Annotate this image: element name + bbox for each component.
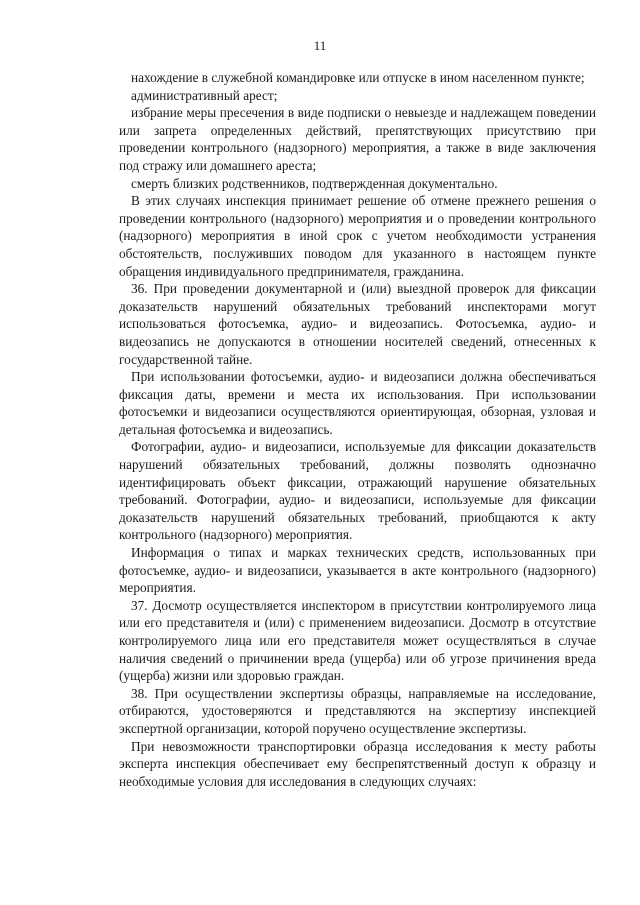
paragraph-clause-37: 37. Досмотр осуществляется инспектором в присутствии контролируемого лица или его представителя и (или) с применением видеозаписи. Досмотр в отсутствие контролируемого лица или его представителя может осуществляться в случае наличия сведений о причинении вреда (ущерба) или об угрозе причинения вреда (ущерба) жизни или здоровью граждан. bbox=[119, 597, 596, 684]
paragraph-clause-38: 38. При осуществлении экспертизы образцы, направляемые на исследование, отбираются, удостоверяются и представляются на экспертизу инспекцией экспертной организации, которой поручено осуществление экспертизы. bbox=[119, 685, 596, 736]
paragraph-preventive-measure: избрание меры пресечения в виде подписки о невыезде и надлежащем поведении или запрета определенных действий, препятствующих присутствию при проведении контрольного (надзорного) мероприятия, а также в виде заключения под стражу или домашнего ареста; bbox=[119, 105, 596, 173]
paragraph-death-of-relatives: смерть близких родственников, подтвержденная документально. bbox=[131, 175, 498, 191]
document-body bbox=[119, 69, 596, 790]
paragraph-photographs: Фотографии, аудио- и видеозаписи, используемые для фиксации доказательств нарушений обязательных требований, должны позволять однозначно идентифицировать объект фиксации, отражающий нарушение обязательных требований. Фотографии, аудио- и видеозаписи, используемые для фиксации доказательств нарушений обязательных требований, приобщаются к акту контрольного (надзорного) мероприятия. bbox=[119, 439, 596, 543]
paragraph-business-trip: нахождение в служебной командировке или отпуске в ином населенном пункте; bbox=[131, 70, 585, 85]
paragraph-clause-36: 36. При проведении документарной и (или) выездной проверок для фиксации доказательств нарушений обязательных требований инспекторами могут использоваться фотосъемка, аудио- и видеозапись. Фотосъемка, аудио- и видеозапись не допускаются в отношении носителей сведений, отнесенных к государственной тайне. bbox=[119, 281, 596, 367]
paragraph-photo-recording: При использовании фотосъемки, аудио- и видеозаписи должна обеспечиваться фиксация даты, времени и места их использования. При использовании фотосъемки и видеозаписи осуществляются ориентирующая, обзорная, узловая и детальная фотосъемка и видеозапись. bbox=[119, 369, 596, 437]
paragraph-transport-impossible: При невозможности транспортировки образца исследования к месту работы эксперта инспекция обеспечивает ему беспрепятственный доступ к образцу и необходимые условия для исследования в следующих случаях: bbox=[119, 738, 596, 789]
paragraph-technical-means: Информация о типах и марках технических средств, использованных при фотосъемке, аудио- и видеозаписи, указывается в акте контрольного (надзорного) мероприятия. bbox=[119, 545, 596, 596]
paragraph-decision-cancel: В этих случаях инспекция принимает решение об отмене прежнего решения о проведении контрольного (надзорного) мероприятия и о проведении контрольного (надзорного) мероприятия в иной срок с учетом необходимости устранения обстоятельств, послуживших поводом для указанного в настоящем пункте обращения индивидуального предпринимателя, гражданина. bbox=[119, 193, 596, 279]
page-number: 11 bbox=[313, 38, 327, 53]
paragraph-administrative-arrest: административный арест; bbox=[131, 87, 278, 103]
